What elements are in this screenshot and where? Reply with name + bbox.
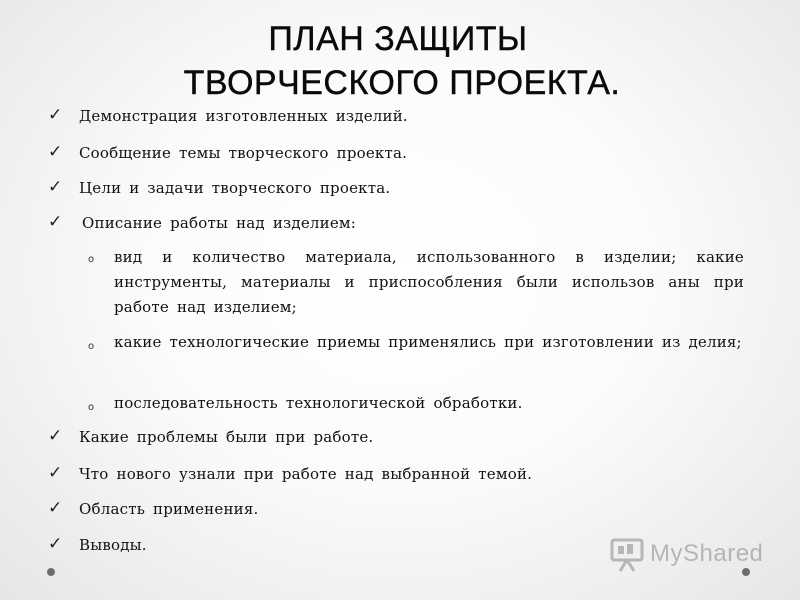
list-item-text: Какие проблемы были при работе. — [79, 428, 374, 446]
list-item-text: Сообщение темы творческого проекта. — [79, 144, 408, 162]
checkmark-icon: ✓ — [48, 534, 63, 554]
list-item-text: Демонстрация изготовленных изделий. — [79, 107, 408, 125]
watermark-text: MyShared — [650, 540, 764, 567]
checkmark-icon: ✓ — [48, 212, 63, 232]
sub-list-item-text: последовательность технологической обработки. — [114, 394, 523, 412]
checkmark-icon: ✓ — [48, 498, 63, 518]
page-title-line-2: ТВОРЧЕСКОГО ПРОЕКТА. — [183, 64, 621, 102]
checkmark-icon: ✓ — [48, 142, 63, 162]
presentation-icon — [606, 534, 650, 574]
list-item-text: Цели и задачи творческого проекта. — [79, 179, 391, 197]
sub-list-item-text: какие технологические приемы применялись при изготовлении из делия; — [114, 333, 742, 351]
list-item-text: Что нового узнали при работе над выбранной темой. — [79, 465, 533, 483]
checkmark-icon: ✓ — [48, 426, 63, 446]
list-item-text: Описание работы над изделием: — [82, 214, 357, 232]
circle-bullet-icon: o — [88, 402, 95, 413]
page-title-line-1: ПЛАН ЗАЩИТЫ — [268, 20, 528, 58]
checkmark-icon: ✓ — [48, 463, 63, 483]
circle-bullet-icon: o — [88, 254, 95, 265]
circle-bullet-icon: o — [88, 341, 95, 352]
checkmark-icon: ✓ — [48, 177, 63, 197]
checkmark-icon: ✓ — [48, 105, 63, 125]
list-item-text: Выводы. — [79, 536, 147, 554]
sub-list-item-text: вид и количество материала, использованного в изделии; какие инструменты, материалы и приспособления были использов аны при работе над изделием; — [114, 248, 744, 316]
list-item-text: Область применения. — [79, 500, 259, 518]
slide-corner-dot-left — [47, 568, 55, 576]
watermark — [606, 534, 766, 574]
